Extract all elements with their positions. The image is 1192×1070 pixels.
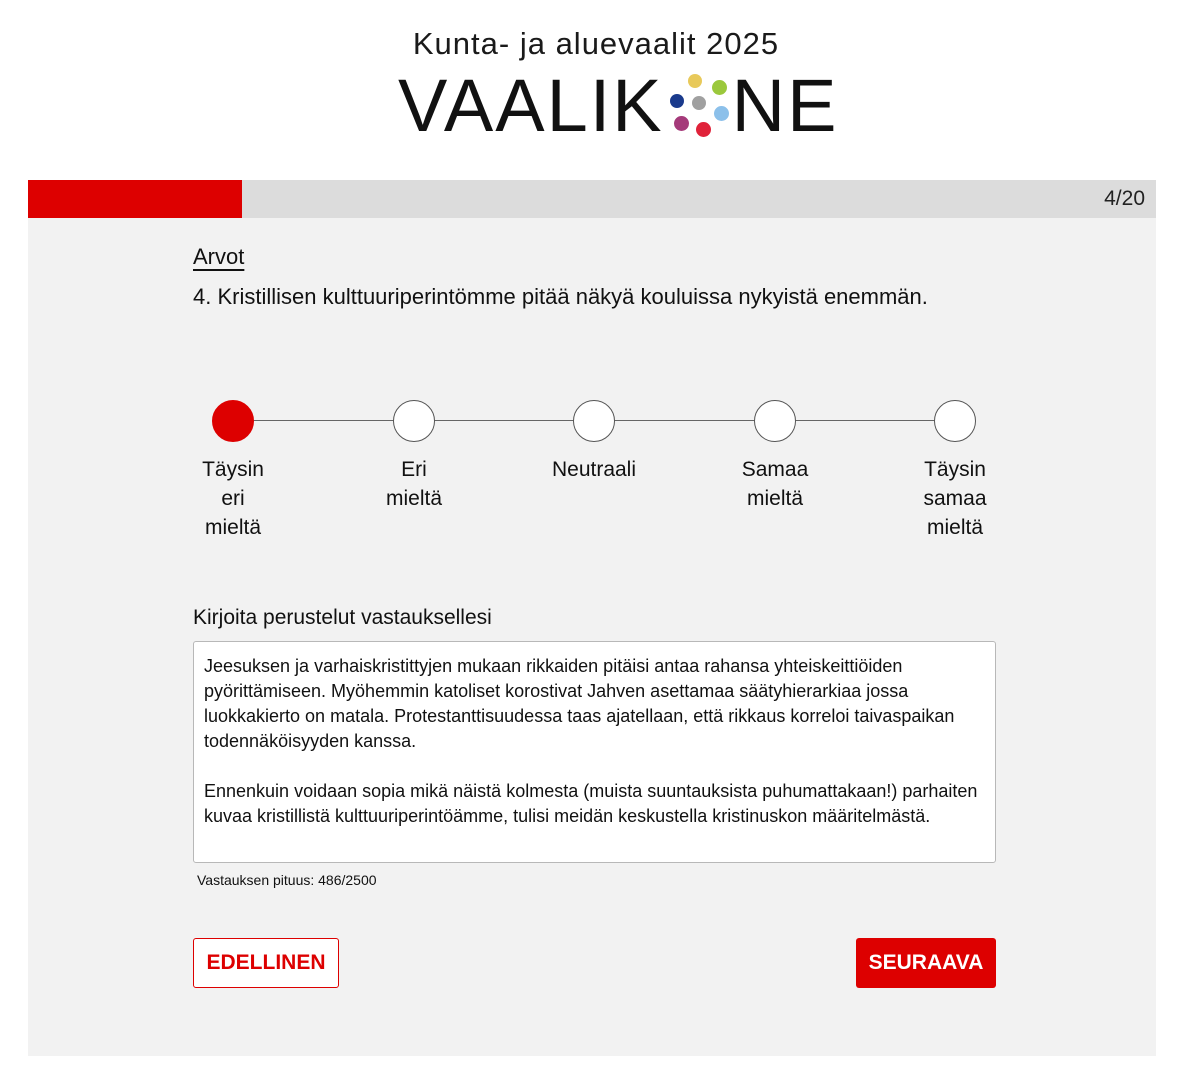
radio-disagree[interactable] xyxy=(393,400,435,442)
reasoning-label: Kirjoita perustelut vastauksellesi xyxy=(193,606,492,629)
logo-dot xyxy=(670,94,684,108)
logo-dot xyxy=(696,122,711,137)
next-button[interactable]: SEURAAVA xyxy=(856,938,996,988)
previous-button[interactable]: EDELLINEN xyxy=(193,938,339,988)
logo-dot xyxy=(692,96,706,110)
logo-dot xyxy=(674,116,689,131)
option-label: Neutraali xyxy=(551,458,637,481)
progress-fill xyxy=(28,180,242,218)
radio-neutral[interactable] xyxy=(573,400,615,442)
logo-text-left: VAALIK xyxy=(398,64,664,147)
option-label: Täysin samaa mieltä xyxy=(923,458,987,539)
reasoning-textarea[interactable] xyxy=(193,641,996,863)
option-label: Eri mieltä xyxy=(385,458,443,510)
option-disagree[interactable] xyxy=(354,400,474,513)
question-text: 4. Kristillisen kulttuuriperintömme pitää näkyä kouluissa nykyistä enemmän. xyxy=(193,284,928,309)
logo-text-right: NE xyxy=(731,64,839,147)
option-neutral[interactable] xyxy=(534,400,654,484)
radio-fully-agree[interactable] xyxy=(934,400,976,442)
answer-length: Vastauksen pituus: 486/2500 xyxy=(197,872,377,888)
vaalikone-logo[interactable] xyxy=(398,64,839,147)
progress-bar xyxy=(28,180,1156,218)
option-label: Täysin eri mieltä xyxy=(202,458,264,539)
progress-count: 4/20 xyxy=(1104,187,1145,210)
question-category: Arvot xyxy=(193,244,245,269)
radio-fully-disagree[interactable] xyxy=(212,400,254,442)
option-label: Samaa mieltä xyxy=(741,458,809,510)
question-panel xyxy=(28,180,1156,1056)
logo-dot xyxy=(714,106,729,121)
radio-agree[interactable] xyxy=(754,400,796,442)
election-subtitle: Kunta- ja aluevaalit 2025 xyxy=(412,26,780,61)
logo-dot xyxy=(688,74,702,88)
option-fully-disagree[interactable] xyxy=(173,400,293,542)
option-agree[interactable] xyxy=(715,400,835,513)
logo-dots-icon xyxy=(666,70,730,142)
site-header xyxy=(0,0,1192,180)
option-fully-agree[interactable] xyxy=(895,400,1015,542)
logo-dot xyxy=(712,80,727,95)
